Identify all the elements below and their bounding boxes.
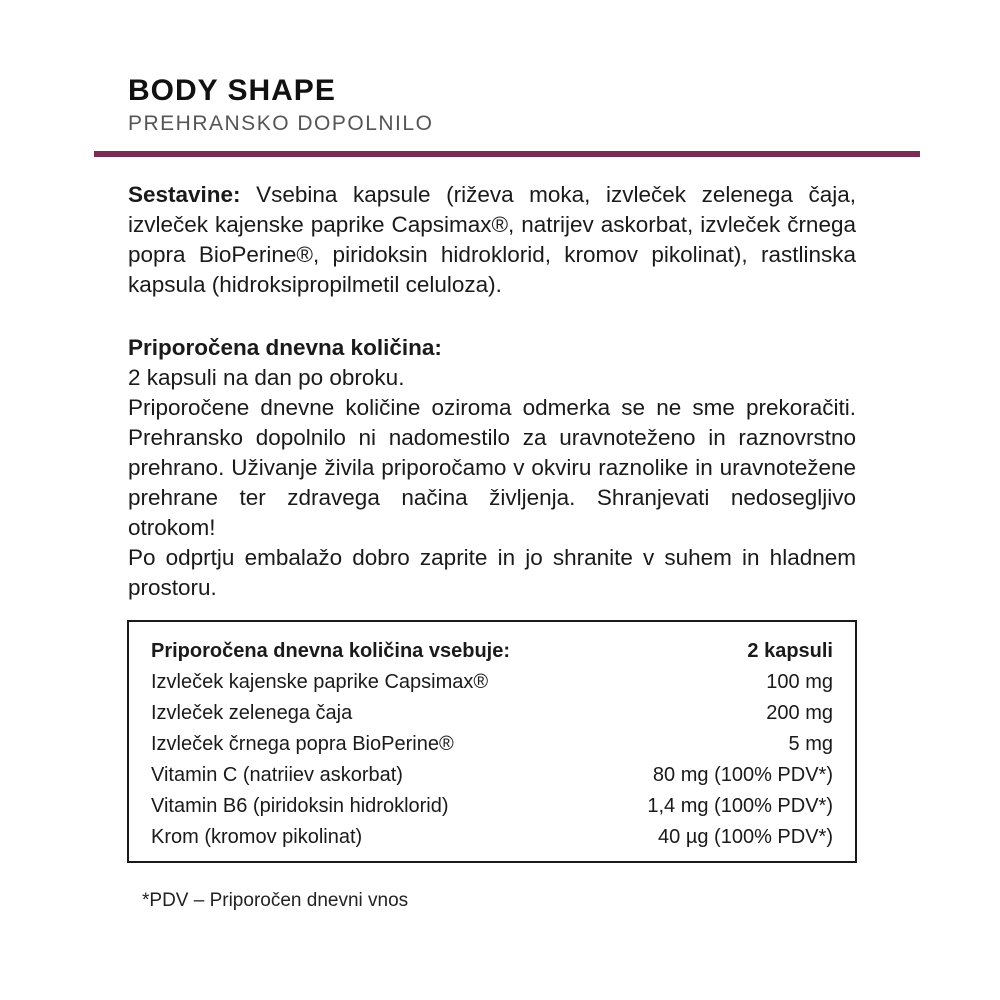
dosage-warning: Priporočene dnevne količine oziroma odmerka se ne sme prekoračiti. Prehransko dopolnilo ni nadomestilo za uravnoteženo in raznovrstno prehrano. Uživanje živila priporočamo v okviru raznolike in uravnotežene prehrane ter zdravega načina življenja. Shranjevati nedosegljivo otrokom! [128,395,856,540]
nutrient-value: 100 mg [766,671,833,693]
dosage-label: Priporočena dnevna količina: [128,335,442,360]
nutrition-header-value: 2 kapsuli [747,640,833,662]
product-title: BODY SHAPE [128,74,336,107]
nutrient-value: 40 µg (100% PDV*) [658,826,833,848]
nutrition-row [151,698,833,729]
nutrient-value: 5 mg [788,733,833,755]
nutrient-value: 80 mg (100% PDV*) [652,764,833,786]
ingredients-paragraph [128,180,856,300]
dosage-amount: 2 kapsuli na dan po obroku. [128,365,405,390]
nutrition-row [151,791,833,822]
ingredients-label: Sestavine: [128,182,241,207]
nutrition-table [127,620,857,863]
nutrition-row [151,729,833,760]
header-divider [94,151,920,157]
nutrient-name: Vitamin C (natriiev askorbat) [151,764,403,786]
nutrient-value: 200 mg [766,702,833,724]
nutrition-header-row [151,636,833,667]
ingredients-text: Vsebina kapsule (riževa moka, izvleček zelenega čaja, izvleček kajenske paprike Capsimax®, natrijev askorbat, izvleček črnega popra BioPerine®, piridoksin hidroklorid, kromov pikolinat), rastlinska kapsula (hidroksipropilmetil celuloza). [128,182,856,297]
dosage-section [128,333,856,603]
nutrition-header-label: Priporočena dnevna količina vsebuje: [151,640,511,662]
nutrient-name: Izvleček kajenske paprike Capsimax® [151,671,489,693]
storage-instructions: Po odprtju embalažo dobro zaprite in jo shranite v suhem in hladnem prostoru. [128,545,856,600]
nutrition-row [151,822,833,853]
nutrient-name: Izvleček črnega popra BioPerine® [151,733,454,755]
nutrient-name: Krom (kromov pikolinat) [151,826,363,848]
nutrient-value: 1,4 mg (100% PDV*) [647,795,833,817]
nutrition-row [151,667,833,698]
nutrient-name: Vitamin B6 (piridoksin hidroklorid) [151,795,449,817]
nutrient-name: Izvleček zelenega čaja [151,702,353,724]
footnote: *PDV – Priporočen dnevni vnos [142,890,409,911]
nutrition-row [151,760,833,791]
ingredients-section [128,180,856,300]
product-subtitle: PREHRANSKO DOPOLNILO [128,112,434,135]
